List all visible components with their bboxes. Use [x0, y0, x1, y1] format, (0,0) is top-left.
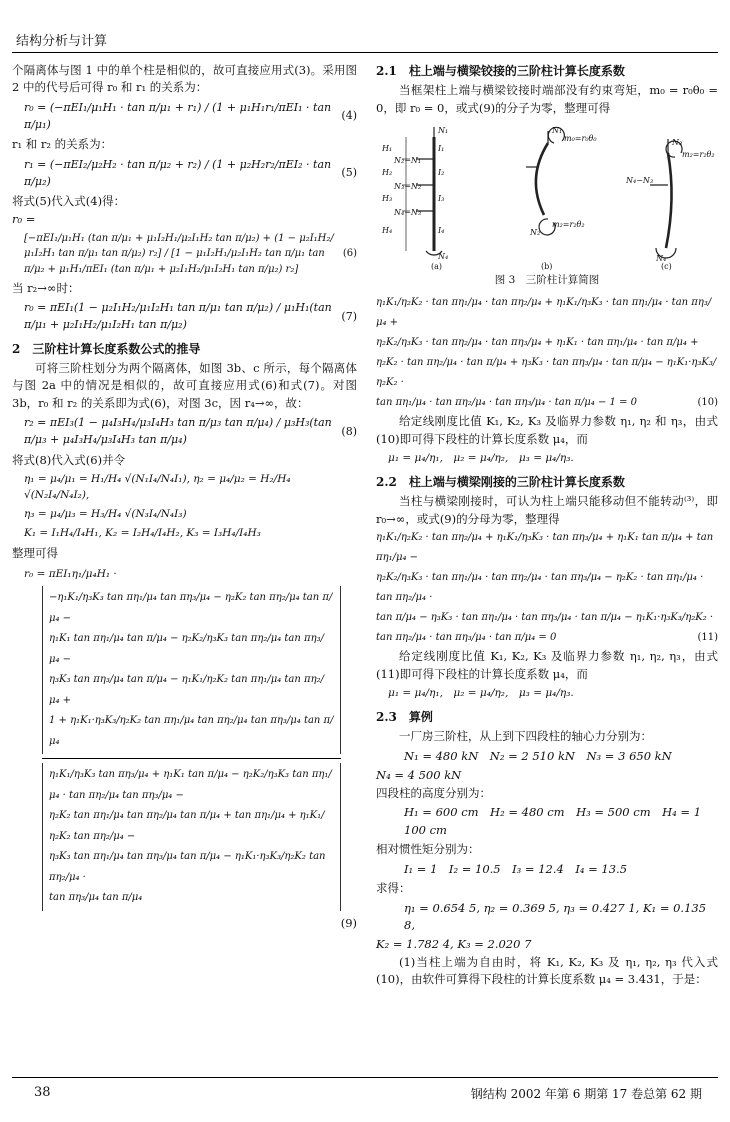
equation-line-last: [376, 393, 718, 413]
moments-of-inertia: I₁ = 1 I₂ = 10.5 I₃ = 12.4 I₄ = 13.5: [404, 861, 628, 876]
equation-line: η₂K₂/η₃K₃ · tan πη₁/μ₄ · tan πη₂/μ₄ · tan πη₃/μ₄ − η₂K₂ · tan πη₁/μ₄ · tan πη₂/μ₄ ·: [376, 572, 704, 604]
section-heading: 2 三阶柱计算长度系数公式的推导: [12, 341, 201, 356]
equation-9-prefix: r₀ = πEI₁η₁/μ₄H₁ ·: [24, 567, 117, 580]
equation-number: (9): [340, 915, 357, 930]
right-column: [376, 62, 718, 989]
equation-body: r₀ = πEI₁(1 − μ₂I₁H₂/μ₁I₂H₁ tan π/μ₁ tan π/μ₂) / μ₁H₁(tan π/μ₁ + μ₂I₁H₂/μ₁I₂H₁ tan π/μ₂): [24, 301, 332, 331]
equation-number: (7): [341, 309, 357, 323]
column-heights: H₁ = 600 cm H₂ = 480 cm H₃ = 500 cm H₄ = 1 100 cm: [404, 805, 702, 837]
equation-11: [376, 528, 718, 648]
equation-line: η₁K₁/η₂K₂ · tan πη₂/μ₄ + η₁K₁/η₃K₃ · tan πη₃/μ₄ + η₁K₁ tan π/μ₄ + tan πη₁/μ₄ −: [376, 532, 714, 564]
equation-line: η₁K₁ tan πη₁/μ₄ tan π/μ₄ − η₂K₂/η₃K₃ tan πη₂/μ₄ tan πη₃/μ₄ −: [49, 633, 324, 665]
paragraph: 将式(5)代入式(4)得：: [12, 194, 126, 209]
label-H2: H₂: [382, 168, 393, 178]
paragraph: r₁ 和 r₂ 的关系为：: [12, 137, 113, 152]
label-N2-b: N₂: [530, 228, 541, 238]
label-I3: I₃: [438, 194, 445, 204]
computed-parameters: η₁ = 0.654 5, η₂ = 0.369 5, η₃ = 0.427 1, K₁ = 0.135 8,: [404, 900, 707, 932]
equation-6: [12, 231, 357, 277]
equation-line: η₃K₃ tan πη₃/μ₄ tan π/μ₄ − η₁K₁/η₂K₂ tan πη₁/μ₄ tan πη₂/μ₄ +: [49, 674, 324, 706]
equation-body: r₁ = (−πEI₂/μ₂H₂ · tan π/μ₂ + r₂) / (1 + μ₂H₂r₂/πEI₂ · tan π/μ₂): [24, 157, 332, 188]
figure-3: [376, 123, 718, 271]
equation-9-denominator: [42, 763, 341, 911]
label-N1-b: N₁: [552, 126, 563, 136]
label-N2N1: N₂−N₁: [394, 156, 422, 166]
equation-number: (11): [697, 632, 718, 644]
computed-parameters-2: K₂ = 1.782 4, K₃ = 2.020 7: [376, 937, 532, 952]
equation-line: η₂K₂ tan πη₁/μ₄ tan πη₂/μ₄ tan π/μ₄ + tan πη₁/μ₄ + η₁K₁/η₂K₂ tan πη₂/μ₄ −: [49, 810, 325, 842]
section-heading: 2.2 柱上端与横梁刚接的三阶柱计算长度系数: [376, 475, 625, 490]
axial-forces: N₁ = 480 kN N₂ = 2 510 kN N₃ = 3 650 kN: [404, 748, 672, 763]
equation-line: tan πη₁/μ₄ · tan πη₂/μ₄ · tan πη₃/μ₄ · tan π/μ₄ − 1 = 0: [376, 397, 638, 409]
paragraph: 当 r₂→∞时：: [12, 280, 80, 295]
paragraph: 求得：: [376, 881, 411, 896]
label-m2-b: m₂=r₂θ₂: [552, 220, 585, 230]
paragraph: (1)当柱上端为自由时，将 K₁, K₂, K₃ 及 η₁, η₂, η₃ 代入式(10)，由软件可算得下段柱的计算长度系数 μ₄ = 3.431，于是：: [376, 954, 718, 987]
paragraph: 当柱与横梁刚接时，可认为柱上端只能移动但不能转动⁽³⁾，即 r₀→∞，或式(9)的分母为零，整理得: [376, 494, 718, 526]
label-m0-b: m₀=r₀θ₀: [564, 134, 597, 144]
equation-7: [12, 300, 357, 333]
equation-line: −η₁K₁/η₃K₃ tan πη₁/μ₄ tan πη₃/μ₄ − η₂K₂ tan πη₂/μ₄ tan π/μ₄ −: [49, 592, 333, 624]
page-number: 38: [34, 1085, 51, 1100]
label-a: (a): [431, 262, 443, 272]
paragraph: 将式(8)代入式(6)并令: [12, 452, 126, 467]
label-H4: H₄: [382, 226, 393, 236]
paragraph: 当框架柱上端与横梁铰接时端部没有约束弯矩，m₀ = r₀θ₀ = 0，即 r₀ = 0，或式(9)的分子为零，整理可得: [376, 83, 718, 115]
running-title: 结构分析与计算: [16, 34, 108, 49]
equation-line: η₁K₁/η₂K₂ · tan πη₁/μ₄ · tan πη₂/μ₄ + η₁K₁/η₃K₃ · tan πη₁/μ₄ · tan πη₃/μ₄ +: [376, 297, 712, 329]
equation-number: (8): [341, 424, 357, 438]
equation-line-last: [376, 628, 718, 648]
equation-5: [12, 157, 357, 190]
label-m2-c: m₂=r₂θ₂: [682, 150, 715, 160]
equation-k: K₁ = I₁H₄/I₄H₁, K₂ = I₂H₄/I₄H₂, K₃ = I₃H₄/I₄H₃: [24, 527, 261, 540]
equation-line: tan πη₂/μ₄ · tan πη₃/μ₄ · tan π/μ₄ = 0: [376, 632, 557, 644]
label-H1: H₁: [382, 144, 393, 154]
column-b: [536, 143, 548, 215]
section-heading: 2.1 柱上端与横梁铰接的三阶柱计算长度系数: [376, 64, 625, 78]
paragraph: 相对惯性矩分别为：: [376, 842, 480, 857]
paragraph: r₀ =: [12, 211, 36, 226]
three-step-column-diagram: [376, 123, 718, 271]
equation-line: η₂K₂/η₃K₃ · tan πη₂/μ₄ · tan πη₃/μ₄ + η₁K₁ · tan πη₁/μ₄ · tan π/μ₄ +: [376, 337, 699, 349]
label-H3: H₃: [382, 194, 393, 204]
equation-line: tan πη₃/μ₄ tan π/μ₄: [49, 892, 143, 904]
mu-relations: μ₁ = μ₄/η₁, μ₂ = μ₄/η₂, μ₃ = μ₄/η₃.: [388, 452, 574, 465]
label-N4: N₄: [438, 252, 449, 262]
column-c: [666, 153, 672, 248]
equation-body: [−πEI₁/μ₁H₁ (tan π/μ₁ + μ₁I₂H₁/μ₂I₁H₂ tan π/μ₂) + (1 − μ₂I₁H₂/μ₁I₂H₁ tan π/μ₁ tan π/μ₂) r₂] / [1 − μ₁I₂H₁/μ₂I₁H₂ tan π/μ₁ tan π/μ₂ + μ₁H₁/πEI₁ (tan π/μ₁ + μ₂I₁H₂/μ₁I₂H₁ tan π/μ₂) r₂]: [24, 233, 334, 275]
equation-9-numerator: [42, 586, 341, 754]
equation-body: r₂ = πEI₃(1 − μ₄I₃H₄/μ₃I₄H₃ tan π/μ₃ tan π/μ₄) / μ₃H₃(tan π/μ₃ + μ₄I₃H₄/μ₃I₄H₃ tan π/μ₄): [24, 416, 332, 447]
label-b: (b): [541, 262, 553, 272]
label-I4: I₄: [438, 226, 445, 236]
label-I1: I₁: [438, 144, 445, 154]
label-N4N3-c: N₄−N₃: [626, 176, 654, 186]
equation-body: r₀ = (−πEI₁/μ₁H₁ · tan π/μ₁ + r₁) / (1 + μ₁H₁r₁/πEI₁ · tan π/μ₁): [24, 100, 332, 131]
paragraph: 四段柱的高度分别为：: [376, 785, 491, 800]
equation-line: 1 + η₁K₁·η₃K₃/η₂K₂ tan πη₁/μ₄ tan πη₂/μ₄ tan πη₃/μ₄ tan π/μ₄: [49, 715, 334, 747]
label-I2: I₂: [438, 168, 445, 178]
paragraph: 可将三阶柱划分为两个隔离体，如图 3b、c 所示，每个隔离体与图 2a 中的情况是相似的，故可直接应用式(6)和式(7)。对图 3b，r₀ 和 r₂ 的关系即为式(6)，对图 3c，因 r₄→∞，故：: [12, 360, 357, 410]
equation-number: (5): [341, 166, 357, 180]
label-N4N3: N₄−N₃: [394, 208, 422, 218]
axial-force-4: N₄ = 4 500 kN: [376, 768, 462, 783]
equation-line: η₂K₂ · tan πη₂/μ₄ · tan π/μ₄ + η₃K₃ · tan πη₃/μ₄ · tan π/μ₄ − η₁K₁·η₃K₃/η₂K₂ ·: [376, 357, 717, 389]
equation-10: [376, 293, 718, 413]
paragraph: 给定线刚度比值 K₁, K₂, K₃ 及临界力参数 η₁, η₂, η₃，由式(11)即可得下段柱的计算长度系数 μ₄，而: [376, 649, 718, 681]
footer-rule: [12, 1077, 718, 1078]
label-N4-c: N₄: [656, 254, 667, 264]
equation-8: [12, 415, 357, 448]
equation-eta3: η₃ = μ₄/μ₃ = H₃/H₄ √(N₃I₄/N₄I₃): [24, 508, 187, 521]
paragraph: 整理可得: [12, 546, 58, 561]
figure-caption: 图 3 三阶柱计算简图: [494, 274, 600, 287]
left-column: [12, 62, 357, 932]
journal-info: 钢结构 2002 年第 6 期第 17 卷总第 62 期: [470, 1087, 702, 1101]
equation-line: tan π/μ₄ − η₃K₃ · tan πη₁/μ₄ · tan πη₃/μ₄ · tan π/μ₄ − η₁K₁·η₃K₃/η₂K₂ ·: [376, 612, 714, 624]
fraction-bar: [42, 758, 341, 759]
section-heading: 2.3 算例: [376, 710, 433, 725]
equation-4: [12, 100, 357, 133]
equation-line: η₃K₃ tan πη₁/μ₄ tan πη₃/μ₄ tan π/μ₄ − η₁K₁·η₃K₃/η₂K₂ tan πη₂/μ₄ ·: [49, 851, 326, 883]
equation-number: (10): [697, 397, 718, 409]
header-rule: [12, 52, 718, 53]
equation-number: (4): [341, 109, 357, 123]
label-N1: N₁: [438, 126, 449, 136]
label-N3N2: N₃−N₂: [394, 182, 422, 192]
mu-relations: μ₁ = μ₄/η₁, μ₂ = μ₄/η₂, μ₃ = μ₄/η₃.: [388, 687, 574, 700]
paragraph: 给定线刚度比值 K₁, K₂, K₃ 及临界力参数 η₁, η₂ 和 η₃，由式(10)即可得下段柱的计算长度系数 μ₄，而: [376, 414, 718, 446]
equation-number: (6): [342, 248, 357, 260]
equation-line: η₁K₁/η₃K₃ tan πη₃/μ₄ + η₁K₁ tan π/μ₄ − η₂K₂/η₃K₃ tan πη₁/μ₄ · tan πη₂/μ₄ tan πη₃/μ₄ −: [49, 769, 332, 801]
label-c: (c): [661, 262, 672, 272]
equation-eta: η₁ = μ₄/μ₁ = H₁/H₄ √(N₁I₄/N₄I₁), η₂ = μ₄/μ₂ = H₂/H₄ √(N₂I₄/N₄I₂),: [24, 473, 291, 502]
paragraph: 一厂房三阶柱，从上到下四段柱的轴心力分别为：: [399, 729, 652, 744]
label-N3-c: N₃: [672, 138, 683, 148]
paragraph: 个隔离体与图 1 中的单个柱是相似的，故可直接应用式(3)。采用图 2 中的代号后可得 r₀ 和 r₁ 的关系为：: [12, 63, 357, 95]
